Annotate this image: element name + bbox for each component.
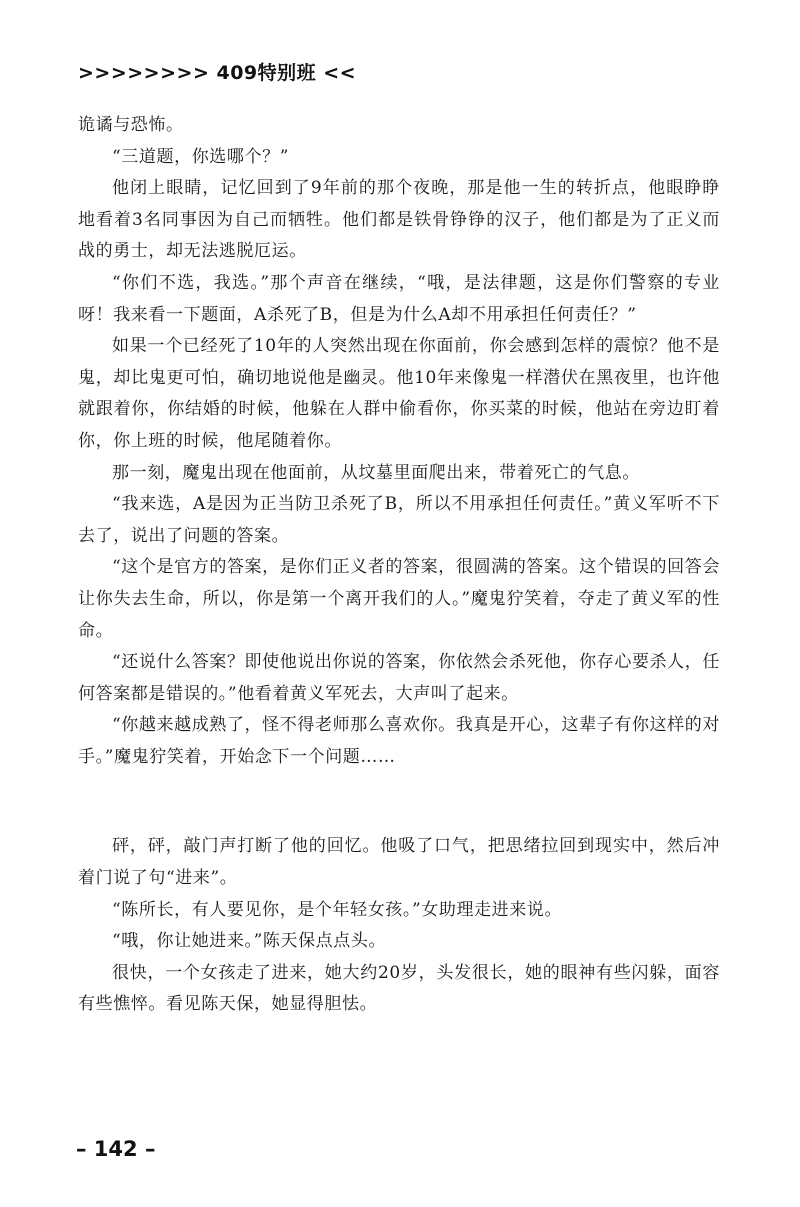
- paragraph: “你越来越成熟了，怪不得老师那么喜欢你。我真是开心，这辈子有你这样的对手。”魔鬼狞笑着，开始念下一个问题……: [78, 715, 720, 767]
- paragraph: “三道题，你选哪个？”: [112, 146, 289, 167]
- paragraph: 砰，砰，敲门声打断了他的回忆。他吸了口气，把思绪拉回到现实中，然后冲着门说了句“进来”。: [78, 836, 720, 889]
- paragraph: “陈所长，有人要见你，是个年轻女孩。”女助理走进来说。: [112, 899, 563, 920]
- section-break: [78, 773, 720, 831]
- section-before-break: [78, 110, 720, 773]
- paragraph: 如果一个已经死了10年的人突然出现在你面前，你会感到怎样的震惊？他不是鬼，却比鬼更可怕，确切地说他是幽灵。他10年来像鬼一样潜伏在黑夜里，也许他就跟着你，你结婚的时候，他躲在人群中偷看你，你买菜的时候，他站在旁边盯着你，你上班的时候，他尾随着你。: [78, 336, 720, 451]
- section-after-break: [78, 831, 720, 1021]
- paragraph: 他闭上眼睛，记忆回到了9年前的那个夜晚，那是他一生的转折点，他眼睁睁地看着3名同事因为自己而牺牲。他们都是铁骨铮铮的汉子，他们都是为了正义而战的勇士，却无法逃脱厄运。: [78, 178, 720, 262]
- paragraph: “这个是官方的答案，是你们正义者的答案，很圆满的答案。这个错误的回答会让你失去生命，所以，你是第一个离开我们的人。”魔鬼狞笑着，夺走了黄义军的性命。: [78, 557, 720, 641]
- paragraph: “哦，你让她进来。”陈天保点点头。: [112, 931, 387, 952]
- paragraph: “我来选，A是因为正当防卫杀死了B，所以不用承担任何责任。”黄义军听不下去了，说出了问题的答案。: [78, 494, 720, 546]
- running-header: >>>>>>>> 409特别班 <<: [78, 62, 357, 84]
- paragraph: “你们不选，我选。”那个声音在继续，“哦，是法律题，这是你们警察的专业呀！我来看一下题面，A杀死了B，但是为什么A却不用承担任何责任？”: [78, 272, 720, 325]
- paragraph: 很快，一个女孩走了进来，她大约20岁，头发很长，她的眼神有些闪躲，面容有些憔悴。看见陈天保，她显得胆怯。: [78, 962, 720, 1015]
- body-text: [78, 110, 720, 1021]
- paragraph: “还说什么答案？即使他说出你说的答案，你依然会杀死他，你存心要杀人，任何答案都是错误的。”他看着黄义军死去，大声叫了起来。: [78, 652, 720, 704]
- paragraph: 那一刻，魔鬼出现在他面前，从坟墓里面爬出来，带着死亡的气息。: [112, 462, 640, 483]
- paragraph: 诡谲与恐怖。: [78, 115, 184, 135]
- page-number: – 142 –: [76, 1137, 156, 1161]
